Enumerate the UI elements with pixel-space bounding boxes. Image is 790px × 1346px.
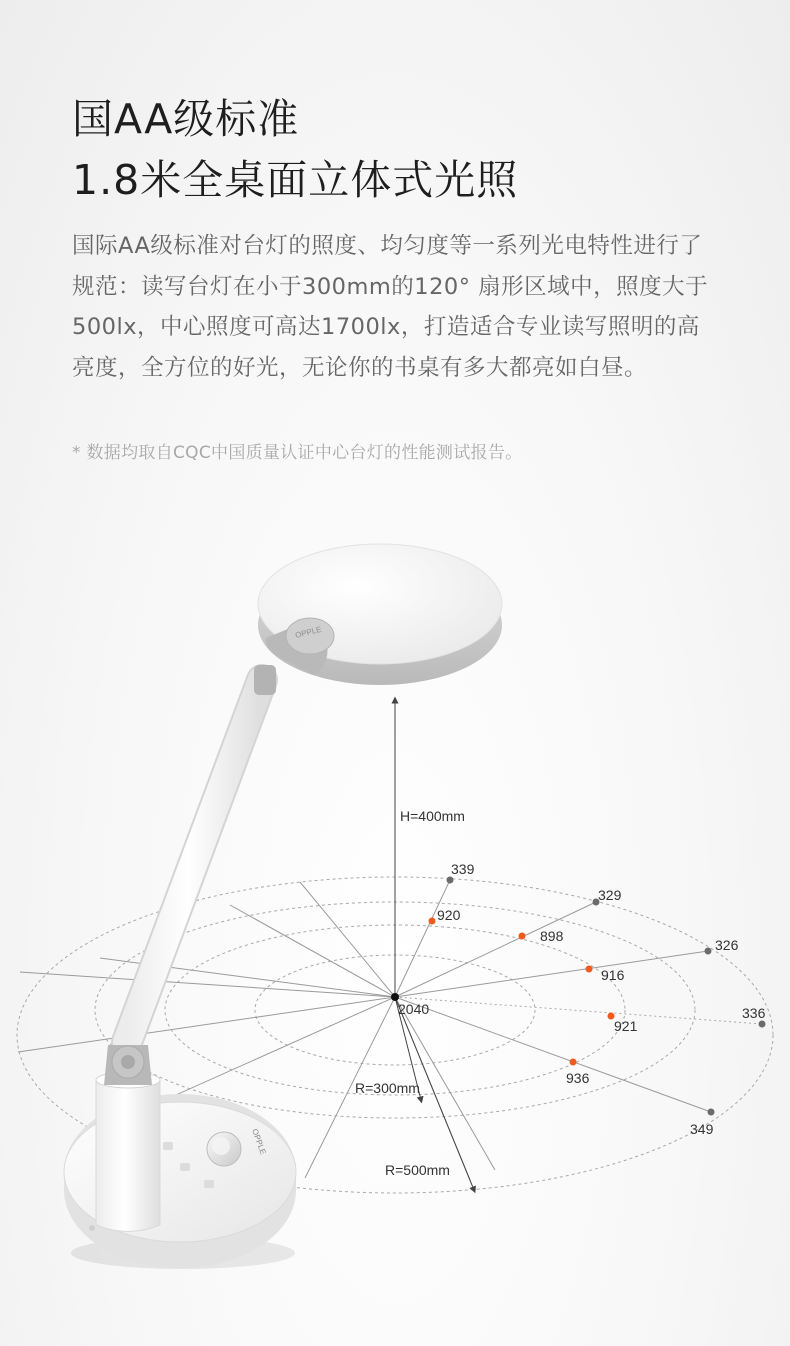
inner-points <box>429 907 638 1086</box>
base-button-3 <box>163 1142 173 1150</box>
outer-points <box>447 861 766 1137</box>
base-button-1 <box>204 1180 214 1188</box>
outer-point-3 <box>705 948 712 955</box>
outer-label-3: 326 <box>715 937 739 953</box>
inner-point-2 <box>519 933 526 940</box>
outer-label-5: 349 <box>690 1121 714 1137</box>
dotted-guide <box>395 997 762 1024</box>
description-text: 国际AA级标准对台灯的照度、均匀度等一系列光电特性进行了规范：读写台灯在小于300mm的120° 扇形区域中，照度大于500lx，中心照度可高达1700lx，打造适合专业读写照明的高亮度，全方位的好光，无论你的书桌有多大都亮如白昼。 <box>72 233 709 381</box>
outer-point-5 <box>708 1109 715 1116</box>
center-point <box>391 993 399 1001</box>
inner-label-2: 898 <box>540 928 564 944</box>
inner-label-5: 936 <box>566 1070 590 1086</box>
radius-label-500: R=500mm <box>385 1162 450 1178</box>
outer-point-1 <box>447 877 454 884</box>
height-label: H=400mm <box>400 808 465 824</box>
inner-label-1: 920 <box>437 907 461 923</box>
upper-joint <box>254 665 276 695</box>
lamp-head <box>258 544 502 685</box>
inner-point-3 <box>586 966 593 973</box>
inner-point-1 <box>429 918 436 925</box>
inner-point-5 <box>570 1059 577 1066</box>
headline-line-1: 国AA级标准 <box>72 95 300 143</box>
base-button-2 <box>180 1163 190 1171</box>
radius-label-300: R=300mm <box>355 1080 420 1096</box>
center-value: 2040 <box>398 1001 430 1017</box>
inner-label-4: 921 <box>614 1018 638 1034</box>
outer-label-1: 339 <box>451 861 475 877</box>
headline-line-2: 1.8米全桌面立体式光照 <box>72 156 519 204</box>
base-brand-mark: OPPLE <box>250 1127 268 1156</box>
outer-label-2: 329 <box>598 887 622 903</box>
footnote-text: * 数据均取自CQC中国质量认证中心台灯的性能测试报告。 <box>72 443 523 463</box>
head-brand-mark: OPPLE <box>294 624 323 640</box>
inner-label-3: 916 <box>601 967 625 983</box>
outer-point-4 <box>759 1021 766 1028</box>
outer-label-4: 336 <box>742 1005 766 1021</box>
